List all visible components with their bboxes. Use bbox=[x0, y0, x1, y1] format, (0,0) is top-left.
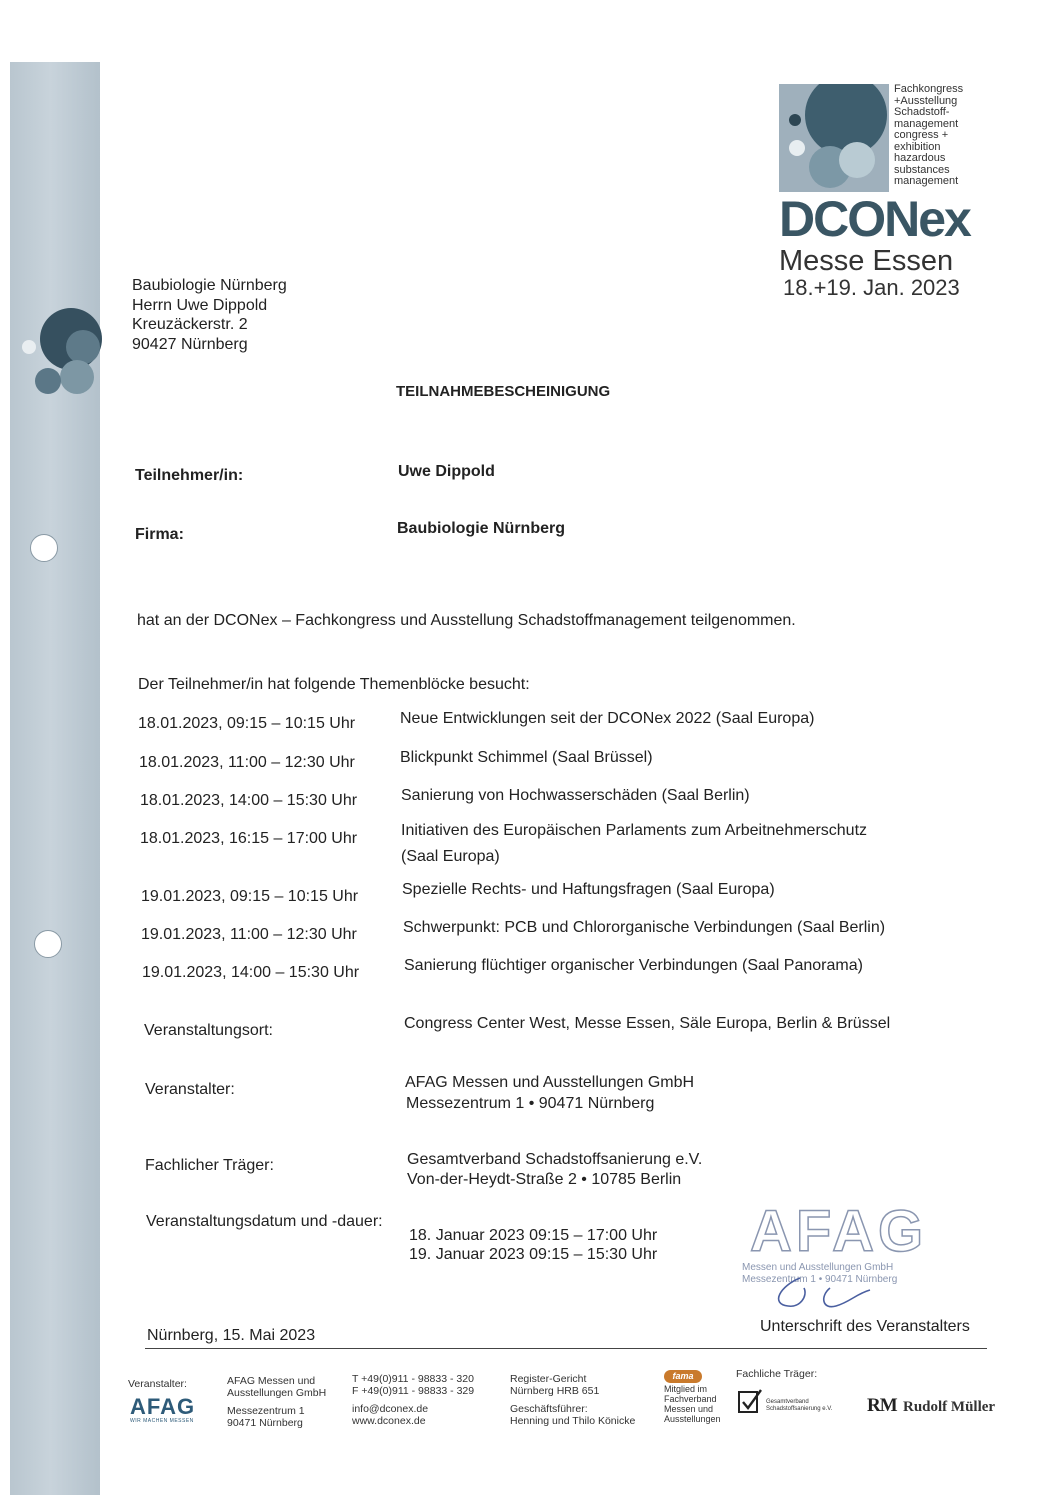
footer-contact bbox=[352, 1373, 474, 1427]
tagline-line: substances bbox=[894, 163, 950, 176]
session-time: 18.01.2023, 11:00 – 12:30 Uhr bbox=[139, 754, 355, 771]
organizer-line: Messezentrum 1 • 90471 Nürnberg bbox=[406, 1095, 655, 1112]
session-time: 18.01.2023, 14:00 – 15:30 Uhr bbox=[140, 792, 358, 809]
footer-line: Messezentrum 1 bbox=[227, 1405, 305, 1417]
filing-strip bbox=[10, 62, 100, 1495]
footer-line: Geschäftsführer: bbox=[510, 1403, 588, 1415]
logo-dates: 18.+19. Jan. 2023 bbox=[783, 275, 960, 300]
recipient-address bbox=[132, 276, 287, 354]
session-time: 18.01.2023, 16:15 – 17:00 Uhr bbox=[140, 830, 358, 847]
footer-rule bbox=[145, 1348, 987, 1349]
session-time: 19.01.2023, 11:00 – 12:30 Uhr bbox=[141, 926, 357, 943]
footer-line: Gesamtverband bbox=[766, 1399, 809, 1405]
footer-register bbox=[510, 1373, 635, 1427]
stamp-line: Messen und Ausstellungen GmbH bbox=[742, 1262, 894, 1273]
strip-dot bbox=[66, 330, 100, 364]
tagline-line: management bbox=[894, 117, 959, 130]
footer-line: Ausstellungen bbox=[664, 1414, 721, 1424]
session-topic: Blickpunkt Schimmel (Saal Brüssel) bbox=[400, 749, 653, 766]
stamp-logo: AFAG bbox=[750, 1199, 928, 1264]
session-topic: Schwerpunkt: PCB und Chlororganische Verbindungen (Saal Berlin) bbox=[403, 919, 886, 936]
session-topic: Spezielle Rechts- und Haftungsfragen (Saal Europa) bbox=[402, 881, 775, 898]
punch-hole bbox=[30, 534, 58, 562]
session-time: 19.01.2023, 09:15 – 10:15 Uhr bbox=[141, 888, 359, 905]
session-time: 18.01.2023, 09:15 – 10:15 Uhr bbox=[138, 715, 356, 732]
sponsor-line: Von-der-Heydt-Straße 2 • 10785 Berlin bbox=[407, 1171, 682, 1188]
footer-line: www.dconex.de bbox=[352, 1415, 426, 1427]
organizer-line: AFAG Messen und Ausstellungen GmbH bbox=[405, 1074, 695, 1091]
footer-line: Messen und bbox=[664, 1404, 714, 1414]
footer-fama bbox=[664, 1384, 721, 1424]
participant-label: Teilnehmer/in: bbox=[135, 467, 244, 484]
footer-line: Nürnberg HRB 651 bbox=[510, 1385, 600, 1397]
tagline-line: +Ausstellung bbox=[894, 94, 958, 107]
tagline-line: Schadstoff- bbox=[894, 106, 950, 118]
dates-label: Veranstaltungsdatum und -dauer: bbox=[146, 1213, 383, 1230]
company-label: Firma: bbox=[135, 526, 184, 543]
footer-sponsors-label: Fachliche Träger: bbox=[736, 1368, 818, 1380]
organizer-label: Veranstalter: bbox=[145, 1081, 235, 1098]
checkmark-icon bbox=[737, 1388, 763, 1414]
logo-dot bbox=[789, 114, 801, 126]
footer-line: Register-Gericht bbox=[510, 1373, 587, 1385]
rm-name: Rudolf Müller bbox=[903, 1399, 996, 1415]
blocks-intro: Der Teilnehmer/in hat folgende Themenblöcke besucht: bbox=[138, 676, 530, 693]
tagline-line: congress + bbox=[894, 129, 949, 141]
strip-dot bbox=[35, 368, 61, 394]
signature-label: Unterschrift des Veranstalters bbox=[760, 1318, 970, 1335]
address-line: 90427 Nürnberg bbox=[132, 335, 248, 353]
attendance-statement: hat an der DCONex – Fachkongress und Ausstellung Schadstoffmanagement teilgenommen. bbox=[137, 612, 796, 629]
logo-dot bbox=[839, 142, 875, 178]
footer-line: Fachverband bbox=[664, 1394, 717, 1404]
session-time: 19.01.2023, 14:00 – 15:30 Uhr bbox=[142, 964, 360, 981]
logo-dot bbox=[789, 140, 805, 156]
tagline-line: hazardous bbox=[894, 152, 946, 164]
location-label: Veranstaltungsort: bbox=[144, 1022, 273, 1039]
strip-dot bbox=[60, 360, 94, 394]
afag-slogan: WIR MACHEN MESSEN bbox=[130, 1418, 194, 1424]
footer-line: Mitglied im bbox=[664, 1384, 708, 1394]
place-date: Nürnberg, 15. Mai 2023 bbox=[147, 1327, 316, 1344]
signature bbox=[760, 1268, 890, 1318]
sponsor-label: Fachlicher Träger: bbox=[145, 1157, 274, 1174]
footer-line: info@dconex.de bbox=[352, 1403, 429, 1415]
rm-logo: RM bbox=[867, 1395, 897, 1416]
fama-badge: fama bbox=[664, 1370, 702, 1383]
address-line: Kreuzäckerstr. 2 bbox=[132, 316, 248, 333]
footer-line: T +49(0)911 - 98833 - 320 bbox=[352, 1373, 474, 1385]
footer-company bbox=[227, 1375, 326, 1429]
location-value: Congress Center West, Messe Essen, Säle Europa, Berlin & Brüssel bbox=[404, 1015, 891, 1032]
session-topic: Neue Entwicklungen seit der DCONex 2022 (Saal Europa) bbox=[400, 710, 815, 727]
footer-gesamtverband bbox=[766, 1399, 832, 1413]
footer-line: Henning und Thilo Könicke bbox=[510, 1415, 636, 1427]
footer-line: F +49(0)911 - 98833 - 329 bbox=[352, 1385, 475, 1397]
address-line: Baubiologie Nürnberg bbox=[132, 277, 287, 294]
stamp-line: Messezentrum 1 • 90471 Nürnberg bbox=[742, 1274, 898, 1285]
tagline-line: Fachkongress bbox=[894, 83, 964, 95]
session-topic: Sanierung flüchtiger organischer Verbindungen (Saal Panorama) bbox=[404, 957, 863, 974]
session-topic: Sanierung von Hochwasserschäden (Saal Berlin) bbox=[401, 787, 750, 804]
footer-line: 90471 Nürnberg bbox=[227, 1417, 303, 1429]
logo-tagline bbox=[894, 84, 963, 188]
company-name: Baubiologie Nürnberg bbox=[397, 520, 565, 537]
strip-dot bbox=[22, 340, 36, 354]
footer-line: Schadstoffsanierung e.V. bbox=[766, 1406, 833, 1412]
document-title: TEILNAHMEBESCHEINIGUNG bbox=[396, 383, 611, 400]
logo-brand: DCONex bbox=[779, 191, 970, 247]
footer-line: AFAG Messen und bbox=[227, 1375, 316, 1387]
dates-line: 19. Januar 2023 09:15 – 15:30 Uhr bbox=[409, 1246, 658, 1263]
tagline-line: management bbox=[894, 175, 959, 187]
footer-organizer-label: Veranstalter: bbox=[128, 1378, 187, 1390]
logo-pattern bbox=[779, 84, 889, 192]
footer-line: Ausstellungen GmbH bbox=[227, 1387, 327, 1399]
participant-name: Uwe Dippold bbox=[398, 463, 495, 480]
punch-hole bbox=[34, 930, 62, 958]
afag-logo-text: AFAG bbox=[130, 1394, 196, 1419]
address-line: Herrn Uwe Dippold bbox=[132, 296, 268, 314]
session-topic: Initiativen des Europäischen Parlaments zum Arbeitnehmerschutz bbox=[401, 822, 868, 839]
dates-line: 18. Januar 2023 09:15 – 17:00 Uhr bbox=[409, 1227, 658, 1244]
afag-footer-logo bbox=[130, 1396, 195, 1424]
logo-venue: Messe Essen bbox=[779, 245, 954, 277]
session-topic-continued: (Saal Europa) bbox=[401, 848, 500, 865]
sponsor-line: Gesamtverband Schadstoffsanierung e.V. bbox=[407, 1151, 703, 1168]
tagline-line: exhibition bbox=[894, 140, 941, 153]
